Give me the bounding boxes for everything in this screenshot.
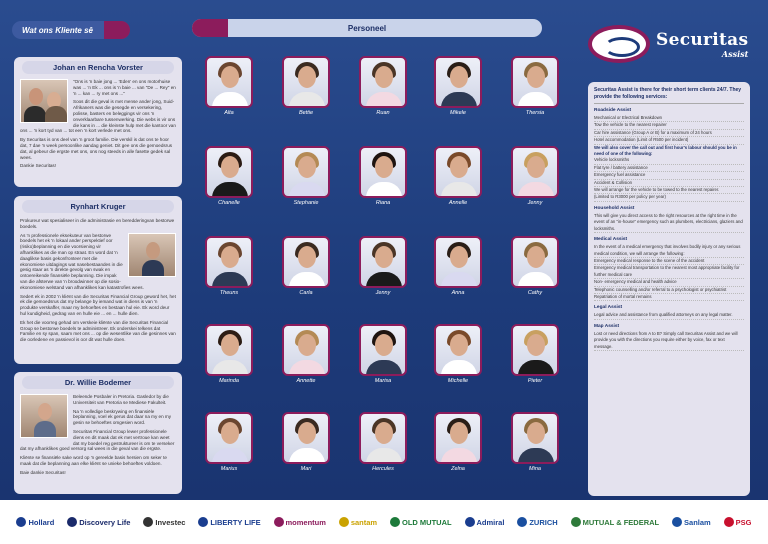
staff-card xyxy=(357,236,409,298)
sponsor-logo xyxy=(198,517,260,527)
staff-card xyxy=(280,56,332,118)
testimonial-panel-bodemer xyxy=(14,372,182,494)
staff-name: Michelle xyxy=(447,378,469,384)
testimonial-paragraph: By Securitas is ons deel van 'n groot familie. Die verskil is dat ons te hoor dat, 7 dae 'n week persoonlike aandag geniet. Dit gee ons die gemoedsrus dat, al gebeur die ergste met ons, ons nog steeds in alle fasette gedek sal wees. xyxy=(20,137,173,160)
staff-name: Carla xyxy=(299,290,313,296)
brand-sub: Assist xyxy=(721,48,749,59)
sponsor-logo xyxy=(465,517,505,527)
staff-card xyxy=(432,236,484,298)
testimonial-paragraph: Sedert ek in 2002 'n kliënt van die Securitas Financial Group geword het, het ek die gemoedsrus dat my belange by iemand wat in diens is van 'n produkte verskaffer, maar my behoeftes en bestaan hul eie. Ek word deur hul kundigheid, gedrag van en hulle eie ... en ... hulle dien. xyxy=(20,293,176,316)
service-item: Emergency medical transportation to the nearest most appropriate facility for further medical care xyxy=(594,265,744,279)
staff-card xyxy=(203,56,255,118)
sponsor-name: OLD MUTUAL xyxy=(402,517,452,527)
sponsor-logo xyxy=(672,517,711,527)
staff-photo xyxy=(434,236,482,288)
staff-name: Zelna xyxy=(451,466,465,472)
staff-header xyxy=(192,19,542,37)
staff-card xyxy=(509,146,561,208)
logo-ring-icon xyxy=(588,25,650,63)
staff-photo xyxy=(434,146,482,198)
sponsor-bar xyxy=(0,500,768,544)
sponsor-name: Discovery Life xyxy=(79,517,131,527)
sponsor-name: Sanlam xyxy=(684,517,711,527)
service-item: Emergency fuel assistance xyxy=(594,172,744,179)
staff-name: Mina xyxy=(529,466,541,472)
staff-card xyxy=(509,412,561,474)
testimonial-paragraph: Beleende Posbaler in Pretoria. Gasledor by die Universiteit van Pretoria se Mediese Fakulteit. xyxy=(73,394,169,405)
sponsor-logo xyxy=(390,517,452,527)
staff-name: Bettie xyxy=(298,110,314,116)
sponsor-logo xyxy=(571,517,660,527)
service-section-title: Medical Assist xyxy=(594,237,628,243)
staff-name: Hercules xyxy=(372,466,394,472)
staff-photo xyxy=(511,412,559,464)
staff-card xyxy=(203,324,255,386)
staff-card xyxy=(203,236,255,298)
testimonials-header xyxy=(12,21,130,39)
man-photo xyxy=(128,233,176,277)
staff-photo xyxy=(511,146,559,198)
staff-photo xyxy=(359,146,407,198)
staff-photo xyxy=(359,324,407,376)
services-panel xyxy=(588,82,750,496)
staff-photo xyxy=(282,324,330,376)
service-item: Tow the vehicle to the nearest repairer xyxy=(594,122,744,129)
testimonials-header-label: Wat ons Kliente sê xyxy=(22,25,93,35)
staff-photo xyxy=(205,56,253,108)
staff-name: Marius xyxy=(220,466,238,472)
staff-name: Pieter xyxy=(527,378,543,384)
sponsor-mark-icon xyxy=(571,517,581,527)
testimonial-title: Rynhart Kruger xyxy=(22,200,174,213)
staff-name: Cathy xyxy=(527,290,543,296)
testimonial-paragraph: Na 'n volledige beskrywing en finansiële beplanning, voel ek gerus dat daar na my en my gesin se behoeftes omgesien word. xyxy=(73,408,172,426)
testimonial-title: Dr. Willie Bodemer xyxy=(22,376,174,389)
service-item: Mechanical or Electrical Breakdown xyxy=(594,115,744,122)
testimonial-paragraph: Baie dankie Securitas! xyxy=(20,469,66,475)
service-item: In the event of a medical emergency that involves bodily injury or any serious medical condition, we will arrange the following: xyxy=(594,244,744,258)
doctor-photo xyxy=(20,394,68,438)
staff-photo xyxy=(511,56,559,108)
staff-card xyxy=(357,324,409,386)
staff-photo xyxy=(359,412,407,464)
staff-photo xyxy=(282,236,330,288)
sponsor-logo xyxy=(339,517,377,527)
couple-photo xyxy=(20,79,68,123)
sponsor-logo xyxy=(724,517,752,527)
sponsor-name: santam xyxy=(350,517,378,527)
sponsor-name: momentum xyxy=(285,517,326,527)
staff-name: Alta xyxy=(224,110,234,116)
staff-card xyxy=(432,146,484,208)
sponsor-name: Hollard xyxy=(28,517,55,527)
services-list xyxy=(594,108,744,351)
staff-card xyxy=(280,146,332,208)
sponsor-mark-icon xyxy=(465,517,475,527)
sponsor-mark-icon xyxy=(339,517,349,527)
testimonial-paragraph: Prokureur wat spesialiseer in die administrasie en beredderingvan bestorwe boedels. xyxy=(20,218,175,229)
staff-card xyxy=(280,324,332,386)
staff-name: Jenny xyxy=(527,200,543,206)
staff-card xyxy=(280,236,332,298)
service-item: Hotel accommodation (Limit of R500 per incident) xyxy=(594,137,744,144)
testimonial-paragraph: Securitas Financial Group lewer professionele diens en dit maak dat ek met vertroue kan weet dat my boedel reg gestruktureer is om te verseker dat my afhanklikes goed versorg sal wees in die geval van die ergste. xyxy=(20,428,175,452)
sponsor-mark-icon xyxy=(143,517,153,527)
sponsor-name: Admiral xyxy=(476,517,505,527)
staff-name: Anna xyxy=(451,290,465,296)
staff-name: Marisa xyxy=(374,378,392,384)
staff-photo xyxy=(359,56,407,108)
sponsor-name: ZURICH xyxy=(529,517,558,527)
sponsor-logo xyxy=(67,517,130,527)
staff-name: Annelle xyxy=(448,200,468,206)
staff-name: Ruan xyxy=(376,110,390,116)
staff-name: Stephanie xyxy=(293,200,319,206)
staff-photo xyxy=(205,236,253,288)
service-item: Repatriation of mortal remains xyxy=(594,294,744,301)
staff-card xyxy=(509,56,561,118)
staff-photo xyxy=(205,146,253,198)
sponsor-name: Investec xyxy=(155,517,186,527)
staff-card xyxy=(203,412,255,474)
staff-card xyxy=(357,146,409,208)
brand-name: Securitas xyxy=(656,29,749,50)
staff-photo xyxy=(511,324,559,376)
service-item: Accident & Collision xyxy=(594,180,744,187)
service-note: We will also cover the call out and first hour's labour should you be in need of one of the following: xyxy=(594,144,737,157)
service-section-title: Legal Assist xyxy=(594,305,623,311)
staff-card xyxy=(357,56,409,118)
service-section-title: Map Assist xyxy=(594,323,620,329)
staff-name: Mikele xyxy=(450,110,466,116)
staff-card xyxy=(432,324,484,386)
staff-photo xyxy=(434,56,482,108)
sponsor-mark-icon xyxy=(16,517,26,527)
services-intro: Securitas Assist is there for their short term clients 24/7. They provide the following services: xyxy=(594,87,744,104)
testimonial-panel-kruger xyxy=(14,196,182,364)
staff-photo xyxy=(205,324,253,376)
sponsor-logo xyxy=(274,517,326,527)
service-item: Emergency medical response to the scene of the accident xyxy=(594,258,744,265)
sponsor-mark-icon xyxy=(672,517,682,527)
staff-card xyxy=(509,324,561,386)
testimonial-paragraph: As 'n professionele eksekuteur van bestorwe boedels het ek 'n lokaal ander perspektief oor (risiko)beplanning en die voorsiening vir afhanklikes as die man op straat. En word dat 'n daaglikse basis gekonfronteer met die ekonomiese uitdagings wat nasebestaandes in die gesig staar as 'n direkte gevolg van swak en ontoereikende finansiële beplanning. Die impak van die afsterwe van 'n broodwinner op die sosio-ekonomiese welstand van afhanklikes kan katastrofies wees. xyxy=(20,232,144,290)
staff-card xyxy=(432,56,484,118)
testimonial-body xyxy=(20,394,176,476)
sponsor-mark-icon xyxy=(724,517,734,527)
staff-name: Marinda xyxy=(219,378,239,384)
testimonial-title: Johan en Rencha Vorster xyxy=(22,61,174,74)
sponsor-mark-icon xyxy=(274,517,284,527)
testimonial-body xyxy=(20,218,176,343)
service-section-title: Roadside Assist xyxy=(594,108,632,113)
service-item: Telephonic counselling and/or referral to a psychologist or psychiatrist xyxy=(594,287,744,294)
staff-name: Mari xyxy=(300,466,312,472)
service-item: We will arrange for the vehicle to be towed to the nearest repairer. xyxy=(594,187,744,194)
sponsor-logo xyxy=(143,517,185,527)
service-item: Lost or need directions from A to B? Simply call Securitas Assist and we will provide you with the directions you require either by voice, fax or text message. xyxy=(594,331,744,351)
staff-card xyxy=(509,236,561,298)
staff-photo xyxy=(282,412,330,464)
staff-header-label: Personeel xyxy=(347,23,387,33)
staff-name: Theuns xyxy=(219,290,239,296)
staff-name: Thersia xyxy=(525,110,545,116)
staff-card xyxy=(432,412,484,474)
testimonial-paragraph: Kliënte se finansiële sake word op 'n gereelde basis hersien om seker te maak dat die beplanning aan elke kliënt se unieke behoeftes voldoen. xyxy=(20,455,167,466)
sponsor-logo xyxy=(16,517,54,527)
staff-name: Annette xyxy=(296,378,316,384)
service-item: Legal advice and assistance from qualified attorneys on any legal matter. xyxy=(594,312,744,319)
sponsor-name: LIBERTY LIFE xyxy=(210,517,261,527)
service-item: Flat tyre / battery assistance xyxy=(594,165,744,172)
testimonial-paragraph: Ek het die voorreg gehad om verskeie kliënte van die Securitas Financial Group se bestorwe boedels te administreer. Ek onderskei telkens dat Familie en sy span, saam met ons ... op die wesentlike van die gesinnes van die oorledene en passievol is oor dit wat hulle doen. xyxy=(20,319,176,343)
staff-photo xyxy=(434,412,482,464)
service-item: Car hire assistance (Group A or B) for a maximum of 24 hours xyxy=(594,130,744,137)
securitas-logo xyxy=(588,18,750,70)
sponsor-mark-icon xyxy=(390,517,400,527)
service-item: (Limited to R3000 per policy per year) xyxy=(594,194,744,201)
staff-photo xyxy=(434,324,482,376)
testimonial-paragraph: "Ons is 'n baie jong ... 'Eden' en ons motorhuise was ... 'n Ek ... ons is 'n baie ... van "De ... Rey" en 'n ... kan ... ry met ons ..." xyxy=(73,79,176,96)
service-item: Vehicle locksmiths xyxy=(594,157,744,164)
staff-card xyxy=(203,146,255,208)
staff-photo xyxy=(359,236,407,288)
staff-name: Jenny xyxy=(375,290,391,296)
staff-photo xyxy=(511,236,559,288)
testimonial-paragraph: Dankie Securitas! xyxy=(20,163,57,169)
service-item: This will give you direct access to the right resources at the right time in the event of an "in-house" emergency such as plumbers, electricians, glaziers and locksmiths. xyxy=(594,213,744,233)
staff-photo xyxy=(282,56,330,108)
sponsor-logo xyxy=(517,517,557,527)
staff-card xyxy=(357,412,409,474)
staff-card xyxy=(280,412,332,474)
sponsor-mark-icon xyxy=(67,517,77,527)
sponsor-name: MUTUAL & FEDERAL xyxy=(582,517,660,527)
service-section-title: Household Assist xyxy=(594,205,635,211)
testimonial-body xyxy=(20,79,176,169)
staff-photo xyxy=(282,146,330,198)
sponsor-name: PSG xyxy=(735,517,752,527)
staff-name: Chanelle xyxy=(218,200,240,206)
testimonial-paragraph: Soos dit die geval is met mense ander jong, Suid-Afrikaners was die gesegde en versekering, polisse, basters en beleggings vir ons 'n onverklaarbare tussenwerking. Die webs is vir ons die kans in ... die kleinste hulp met die kantoor van ons ... 'n kort tyd van ... tot een 'n kort verlede met ons. xyxy=(20,99,176,134)
sponsor-mark-icon xyxy=(517,517,527,527)
staff-photo xyxy=(205,412,253,464)
sponsor-mark-icon xyxy=(198,517,208,527)
service-item: Non- emergency medical and health advice xyxy=(594,279,744,286)
testimonial-panel-vorster xyxy=(14,57,182,187)
staff-name: Riana xyxy=(375,200,391,206)
